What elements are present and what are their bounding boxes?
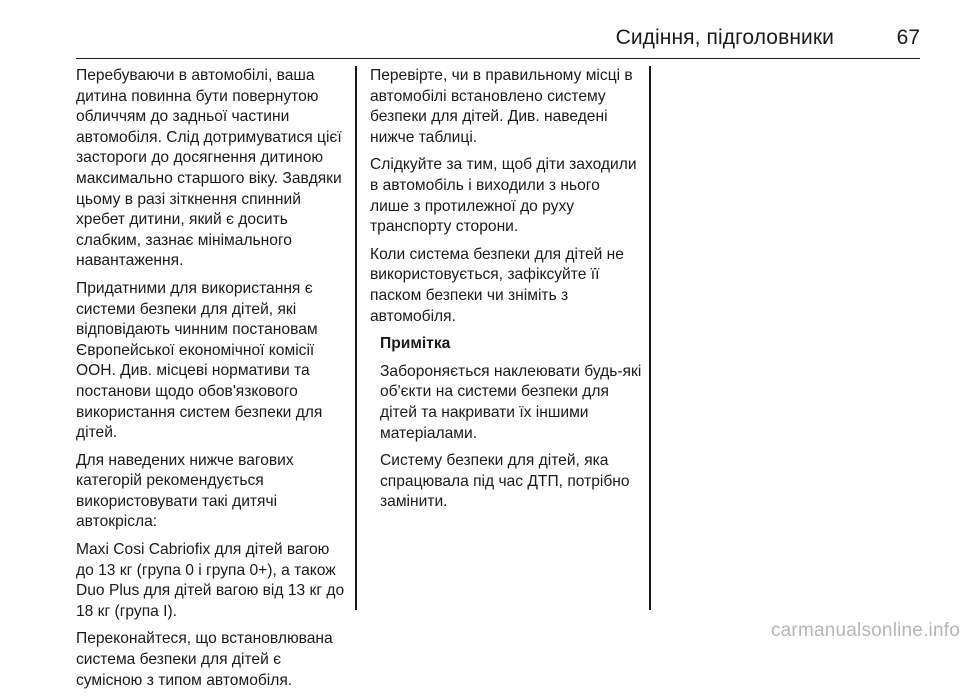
watermark: carmanualsonline.info (770, 620, 960, 641)
note-box (380, 334, 642, 513)
page-header (76, 22, 920, 59)
paragraph: Коли система безпеки для дітей не використовується, зафіксуйте її паском безпеки чи зніміть з автомобіля. (370, 245, 624, 325)
column-divider (649, 66, 651, 610)
note-paragraph: Систему безпеки для дітей, яка спрацювала під час ДТП, потрібно замінити. (380, 452, 630, 511)
section-title: Сидіння, підголовники (615, 26, 834, 49)
left-column (76, 66, 348, 698)
column-divider (355, 66, 357, 610)
paragraph: Maxi Cosi Cabriofix для дітей вагою до 13 кг (група 0 і група 0+), а також Duo Plus для дітей вагою від 13 кг до 18 кг (група I). (76, 541, 345, 620)
paragraph: Перевірте, чи в правильному місці в автомобілі встановлено систему безпеки для дітей. Див. наведені нижче таблиці. (370, 67, 633, 146)
paragraph: Слідкуйте за тим, щоб діти заходили в автомобіль і виходили з нього лише з протилежної до руху транспорту сторони. (370, 156, 637, 236)
note-title: Примітка (380, 335, 451, 353)
note-paragraph: Забороняється наклеювати будь-які об'єкти на системи безпеки для дітей та накривати їх іншими матеріалами. (380, 362, 642, 442)
paragraph: Придатними для використання є системи безпеки для дітей, які відповідають чинним постановам Європейської економічної комісії ООН. Див. місцеві нормативи та постанови щодо обов'язкового використання систем безпеки для дітей. (76, 279, 323, 442)
paragraph: Для наведених нижче вагових категорій рекомендується використовувати такі дитячі автокрісла: (76, 451, 294, 531)
paragraph: Перебуваючи в автомобілі, ваша дитина повинна бути повернутою обличчям до задньої частини автомобіля. Слід дотримуватися цієї застороги до досягнення дитиною максимально старшого віку. Завдяки цьому в разі зіткнення спинний хребет дитини, який є досить слабким, зазнає мінімального навантаження. (76, 67, 342, 270)
page-number: 67 (896, 26, 920, 49)
middle-column (370, 66, 642, 520)
paragraph: Переконайтеся, що встановлювана система безпеки для дітей є сумісною з типом автомобіля. (76, 630, 333, 689)
